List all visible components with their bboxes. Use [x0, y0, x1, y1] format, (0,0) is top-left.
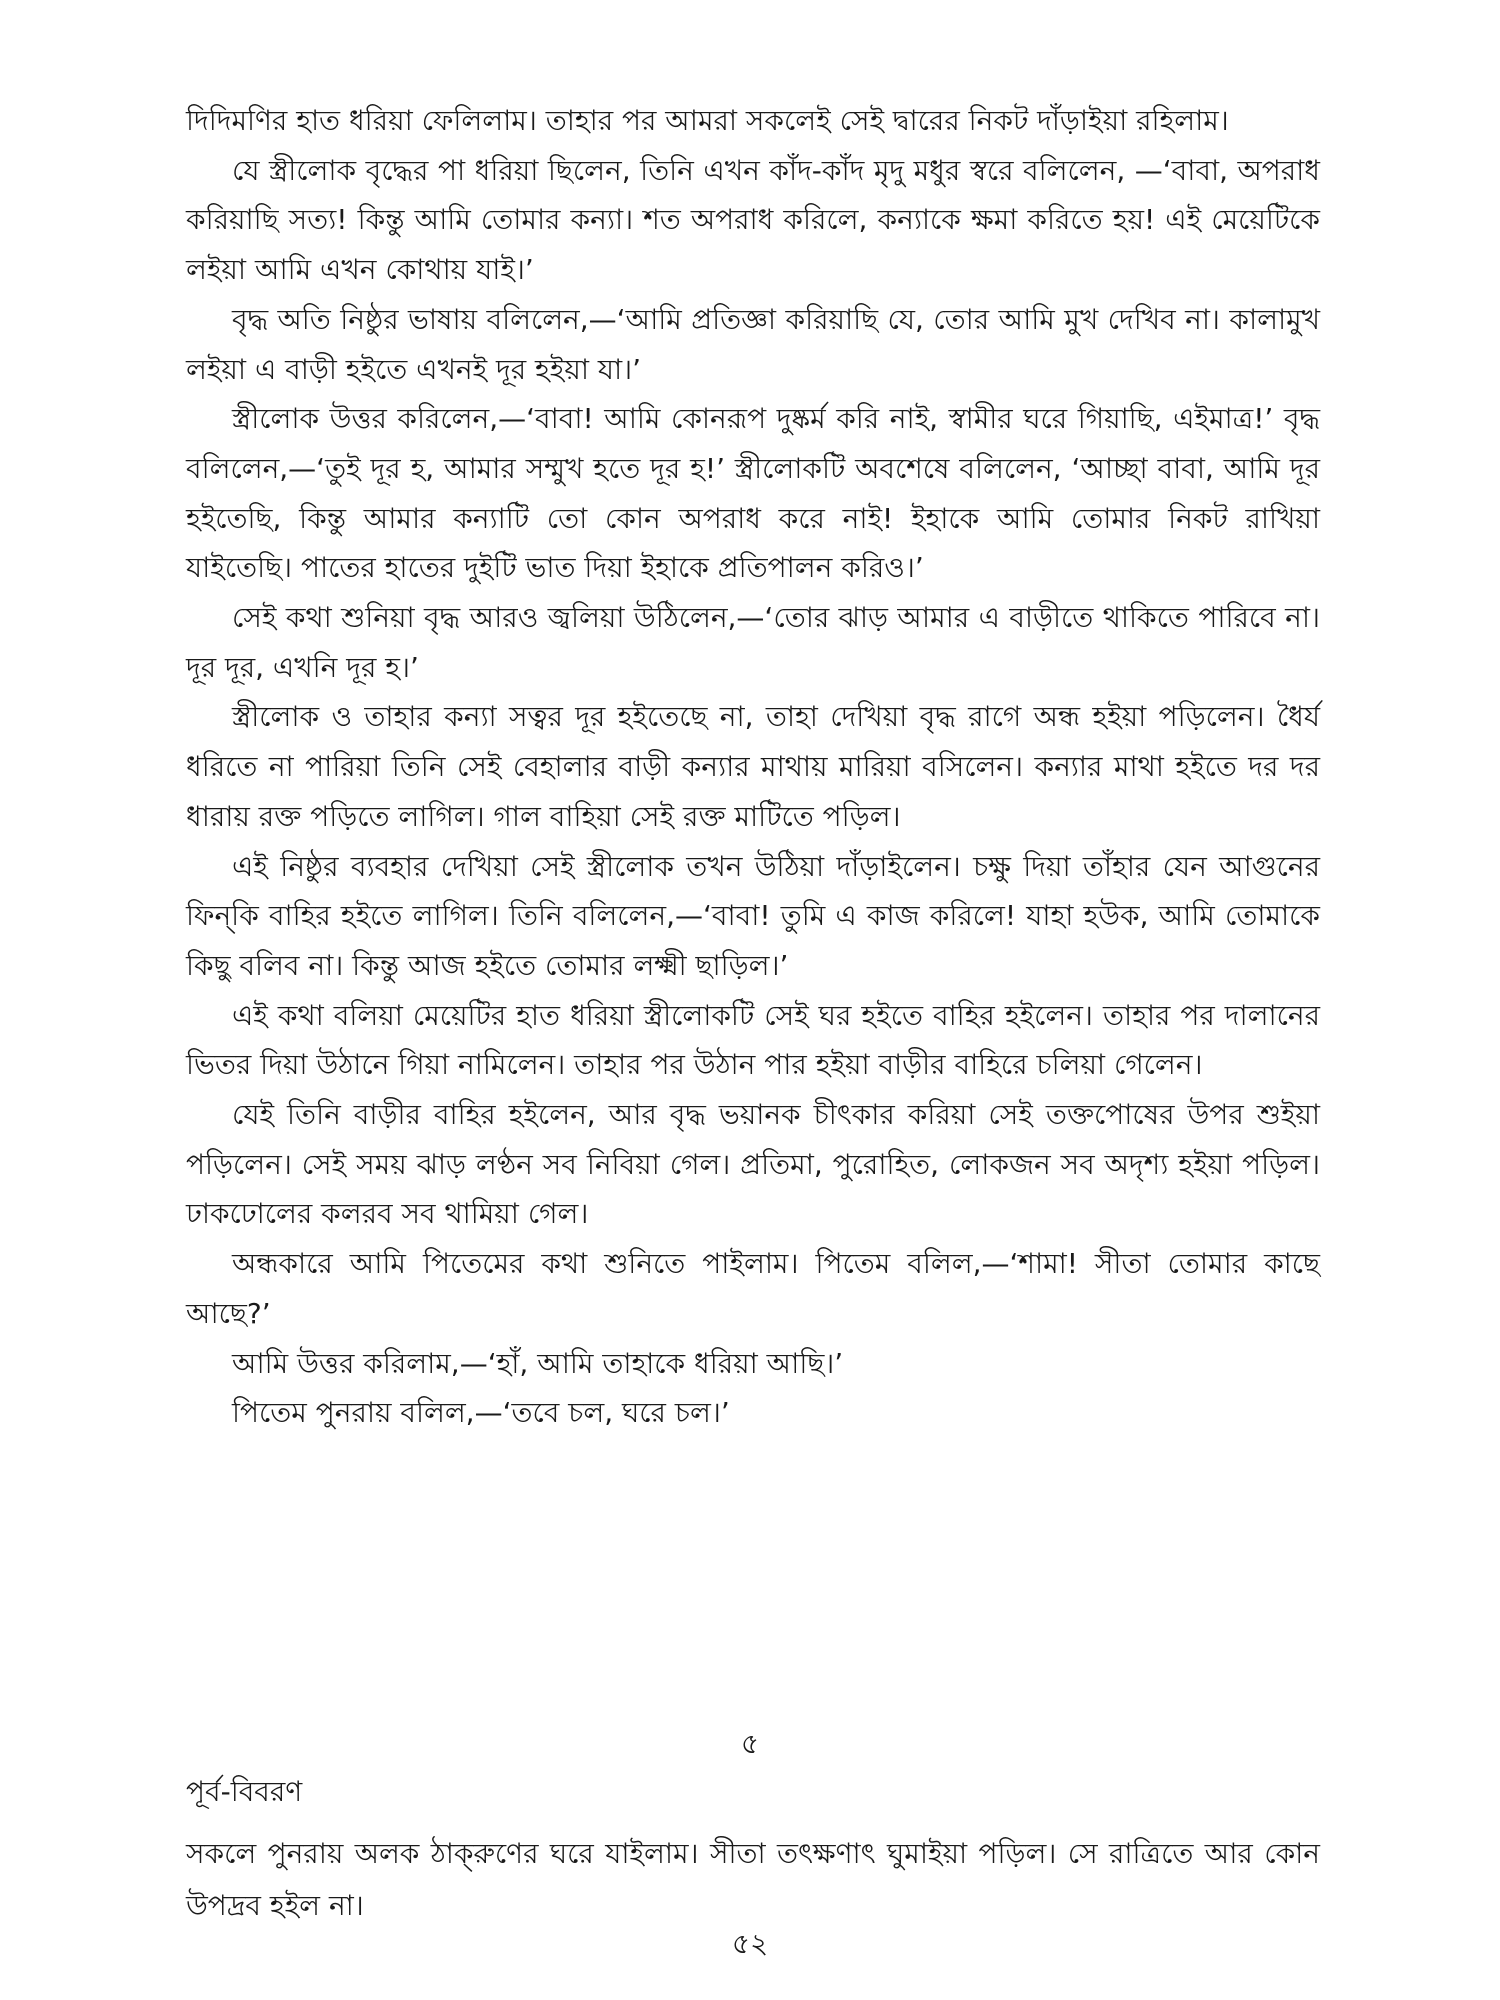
chapter-number: ৫	[740, 1727, 760, 1760]
paragraph: পিতেম পুনরায় বলিল,—‘তবে চল, ঘরে চল।’	[232, 1396, 730, 1430]
paragraph: যে স্ত্রীলোক বৃদ্ধের পা ধরিয়া ছিলেন, তিনি এখন কাঁদ-কাঁদ মৃদু মধুর স্বরে বলিলেন, —‘বাবা, অপরাধ করিয়াছি সত্য! কিন্তু আমি তোমার কন্যা। শত অপরাধ করিলে, কন্যাকে ক্ষমা করিতে হয়! এই মেয়েটিকে লইয়া আমি এখন কোথায় যাই।’	[186, 153, 1320, 287]
body-text	[186, 96, 1320, 1438]
paragraph: স্ত্রীলোক ও তাহার কন্যা সত্বর দূর হইতেছে না, তাহা দেখিয়া বৃদ্ধ রাগে অন্ধ হইয়া পড়িলেন। ধৈর্য ধরিতে না পারিয়া তিনি সেই বেহালার বাড়ী কন্যার মাথায় মারিয়া বসিলেন। কন্যার মাথা হইতে দর দর ধারায় রক্ত পড়িতে লাগিল। গাল বাহিয়া সেই রক্ত মাটিতে পড়িল।	[186, 700, 1320, 833]
paragraph: স্ত্রীলোক উত্তর করিলেন,—‘বাবা! আমি কোনরূপ দুষ্কর্ম করি নাই, স্বামীর ঘরে গিয়াছি, এইমাত্র!’ বৃদ্ধ বলিলেন,—‘তুই দূর হ, আমার সম্মুখ হতে দূর হ!’ স্ত্রীলোকটি অবশেষে বলিলেন, ‘আচ্ছা বাবা, আমি দূর হইতেছি, কিন্তু আমার কন্যাটি তো কোন অপরাধ করে নাই! ইহাকে আমি তোমার নিকট রাখিয়া যাইতেছি। পাতের হাতের দুইটি ভাত দিয়া ইহাকে প্রতিপালন করিও।’	[186, 402, 1320, 585]
paragraph: সকলে পুনরায় অলক ঠাক্‌রুণের ঘরে যাইলাম। সীতা তৎক্ষণাৎ ঘুমাইয়া পড়িল। সে রাত্রিতে আর কোন উপদ্রব হইল না।	[186, 1837, 1320, 1922]
page-number: ৫২	[731, 1927, 769, 1960]
chapter-text	[186, 1828, 1320, 1932]
paragraph: বৃদ্ধ অতি নিষ্ঠুর ভাষায় বলিলেন,—‘আমি প্রতিজ্ঞা করিয়াছি যে, তোর আমি মুখ দেখিব না। কালামুখ লইয়া এ বাড়ী হইতে এখনই দূর হইয়া যা।’	[186, 302, 1320, 386]
paragraph: সেই কথা শুনিয়া বৃদ্ধ আরও জ্বলিয়া উঠিলেন,—‘তোর ঝাড় আমার এ বাড়ীতে থাকিতে পারিবে না। দূর দূর, এখনি দূর হ।’	[186, 601, 1320, 684]
paragraph: এই কথা বলিয়া মেয়েটির হাত ধরিয়া স্ত্রীলোকটি সেই ঘর হইতে বাহির হইলেন। তাহার পর দালানের ভিতর দিয়া উঠানে গিয়া নামিলেন। তাহার পর উঠান পার হইয়া বাড়ীর বাহিরে চলিয়া গেলেন।	[186, 998, 1320, 1082]
chapter-heading: পূর্ব-বিবরণ	[186, 1775, 303, 1808]
paragraph: আমি উত্তর করিলাম,—‘হাঁ, আমি তাহাকে ধরিয়া আছি।’	[232, 1346, 844, 1380]
paragraph: যেই তিনি বাড়ীর বাহির হইলেন, আর বৃদ্ধ ভয়ানক চীৎকার করিয়া সেই তক্তপোষের উপর শুইয়া পড়িলেন। সেই সময় ঝাড় লণ্ঠন সব নিবিয়া গেল। প্রতিমা, পুরোহিত, লোকজন সব অদৃশ্য হইয়া পড়িল। ঢাকঢোলের কলরব সব থামিয়া গেল।	[186, 1098, 1320, 1231]
paragraph: দিদিমণির হাত ধরিয়া ফেলিলাম। তাহার পর আমরা সকলেই সেই দ্বারের নিকট দাঁড়াইয়া রহিলাম।	[186, 104, 1229, 137]
paragraph: অন্ধকারে আমি পিতেমের কথা শুনিতে পাইলাম। পিতেম বলিল,—‘শামা! সীতা তোমার কাছে আছে?’	[186, 1247, 1320, 1330]
paragraph: এই নিষ্ঠুর ব্যবহার দেখিয়া সেই স্ত্রীলোক তখন উঠিয়া দাঁড়াইলেন। চক্ষু দিয়া তাঁহার যেন আগুনের ফিন্‌কি বাহির হইতে লাগিল। তিনি বলিলেন,—‘বাবা! তুমি এ কাজ করিলে! যাহা হউক, আমি তোমাকে কিছু বলিব না। কিন্তু আজ হইতে তোমার লক্ষ্মী ছাড়িল।’	[186, 849, 1320, 982]
